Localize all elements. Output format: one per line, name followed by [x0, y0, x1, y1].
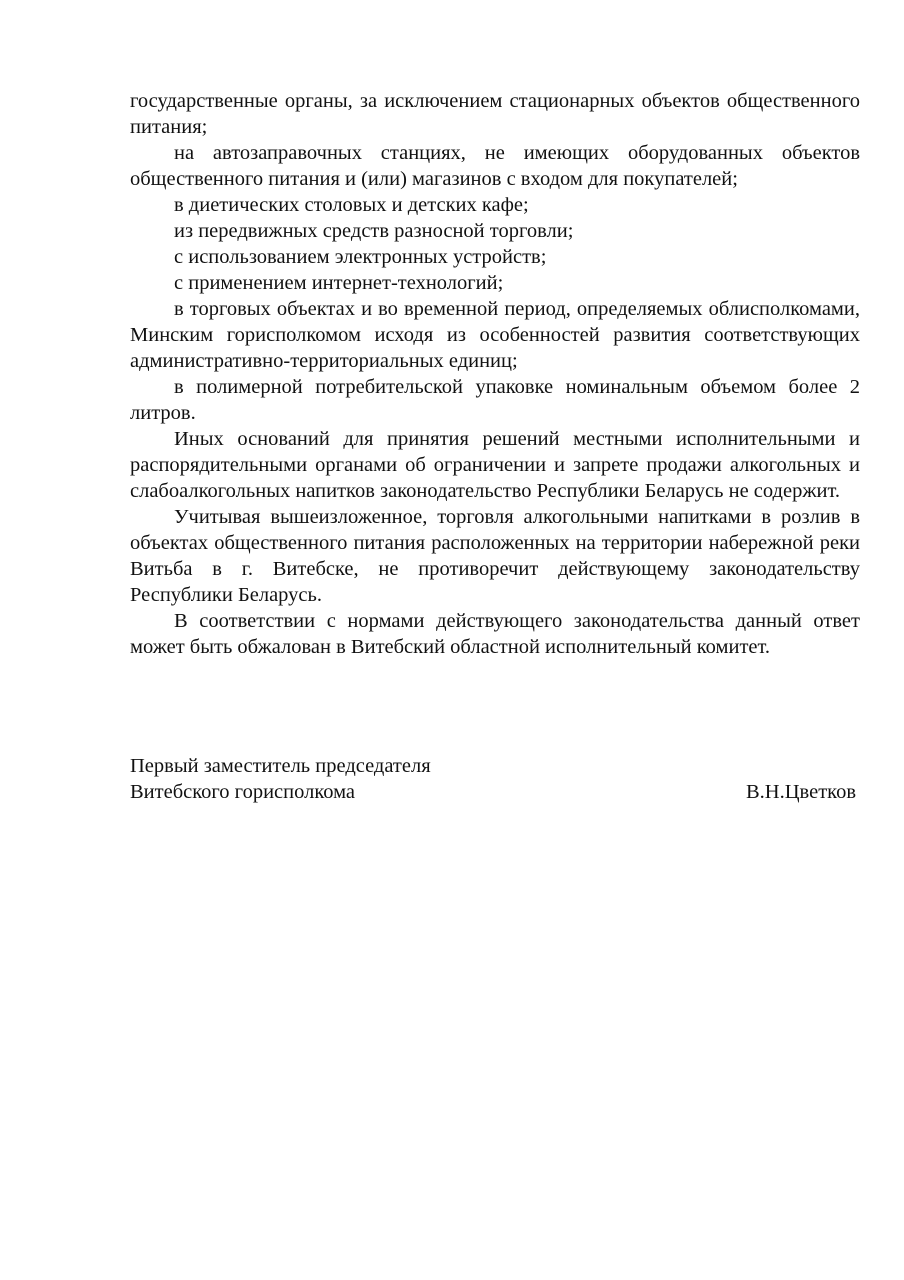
signer-name: В.Н.Цветков — [746, 781, 856, 803]
paragraph-9: Иных оснований для принятия решений местными исполнительными и распорядительными органами об ограничении и запрете продажи алкогольных и слабоалкогольных напитков законодательство Республики Беларусь не содержит. — [130, 428, 860, 502]
paragraph-7: в торговых объектах и во временной период, определяемых облисполкомами, Минским горисполкомом исходя из особенностей развития соответствующих административно-территориальных единиц; — [130, 298, 860, 372]
paragraph-1: государственные органы, за исключением стационарных объектов общественного питания; — [130, 90, 860, 138]
paragraph-2: на автозаправочных станциях, не имеющих оборудованных объектов общественного питания и (или) магазинов с входом для покупателей; — [130, 142, 860, 190]
signer-position-line2: Витебского горисполкома — [130, 781, 356, 803]
paragraph-8: в полимерной потребительской упаковке номинальным объемом более 2 литров. — [130, 376, 860, 424]
paragraph-5: с использованием электронных устройств; — [174, 246, 547, 268]
paragraph-11: В соответствии с нормами действующего законодательства данный ответ может быть обжалован в Витебский областной исполнительный комитет. — [130, 610, 860, 658]
paragraph-4: из передвижных средств разносной торговли; — [174, 220, 574, 242]
paragraph-10: Учитывая вышеизложенное, торговля алкогольными напитками в розлив в объектах общественного питания расположенных на территории набережной реки Витьба в г. Витебске, не противоречит действующему законодательству Республики Беларусь. — [130, 506, 860, 606]
signature-block — [130, 753, 856, 805]
signature-line — [130, 779, 856, 805]
signer-position-line1: Первый заместитель председателя — [130, 755, 431, 777]
document-body — [130, 88, 860, 660]
paragraph-6: с применением интернет-технологий; — [174, 272, 504, 294]
paragraph-3: в диетических столовых и детских кафе; — [174, 194, 529, 216]
